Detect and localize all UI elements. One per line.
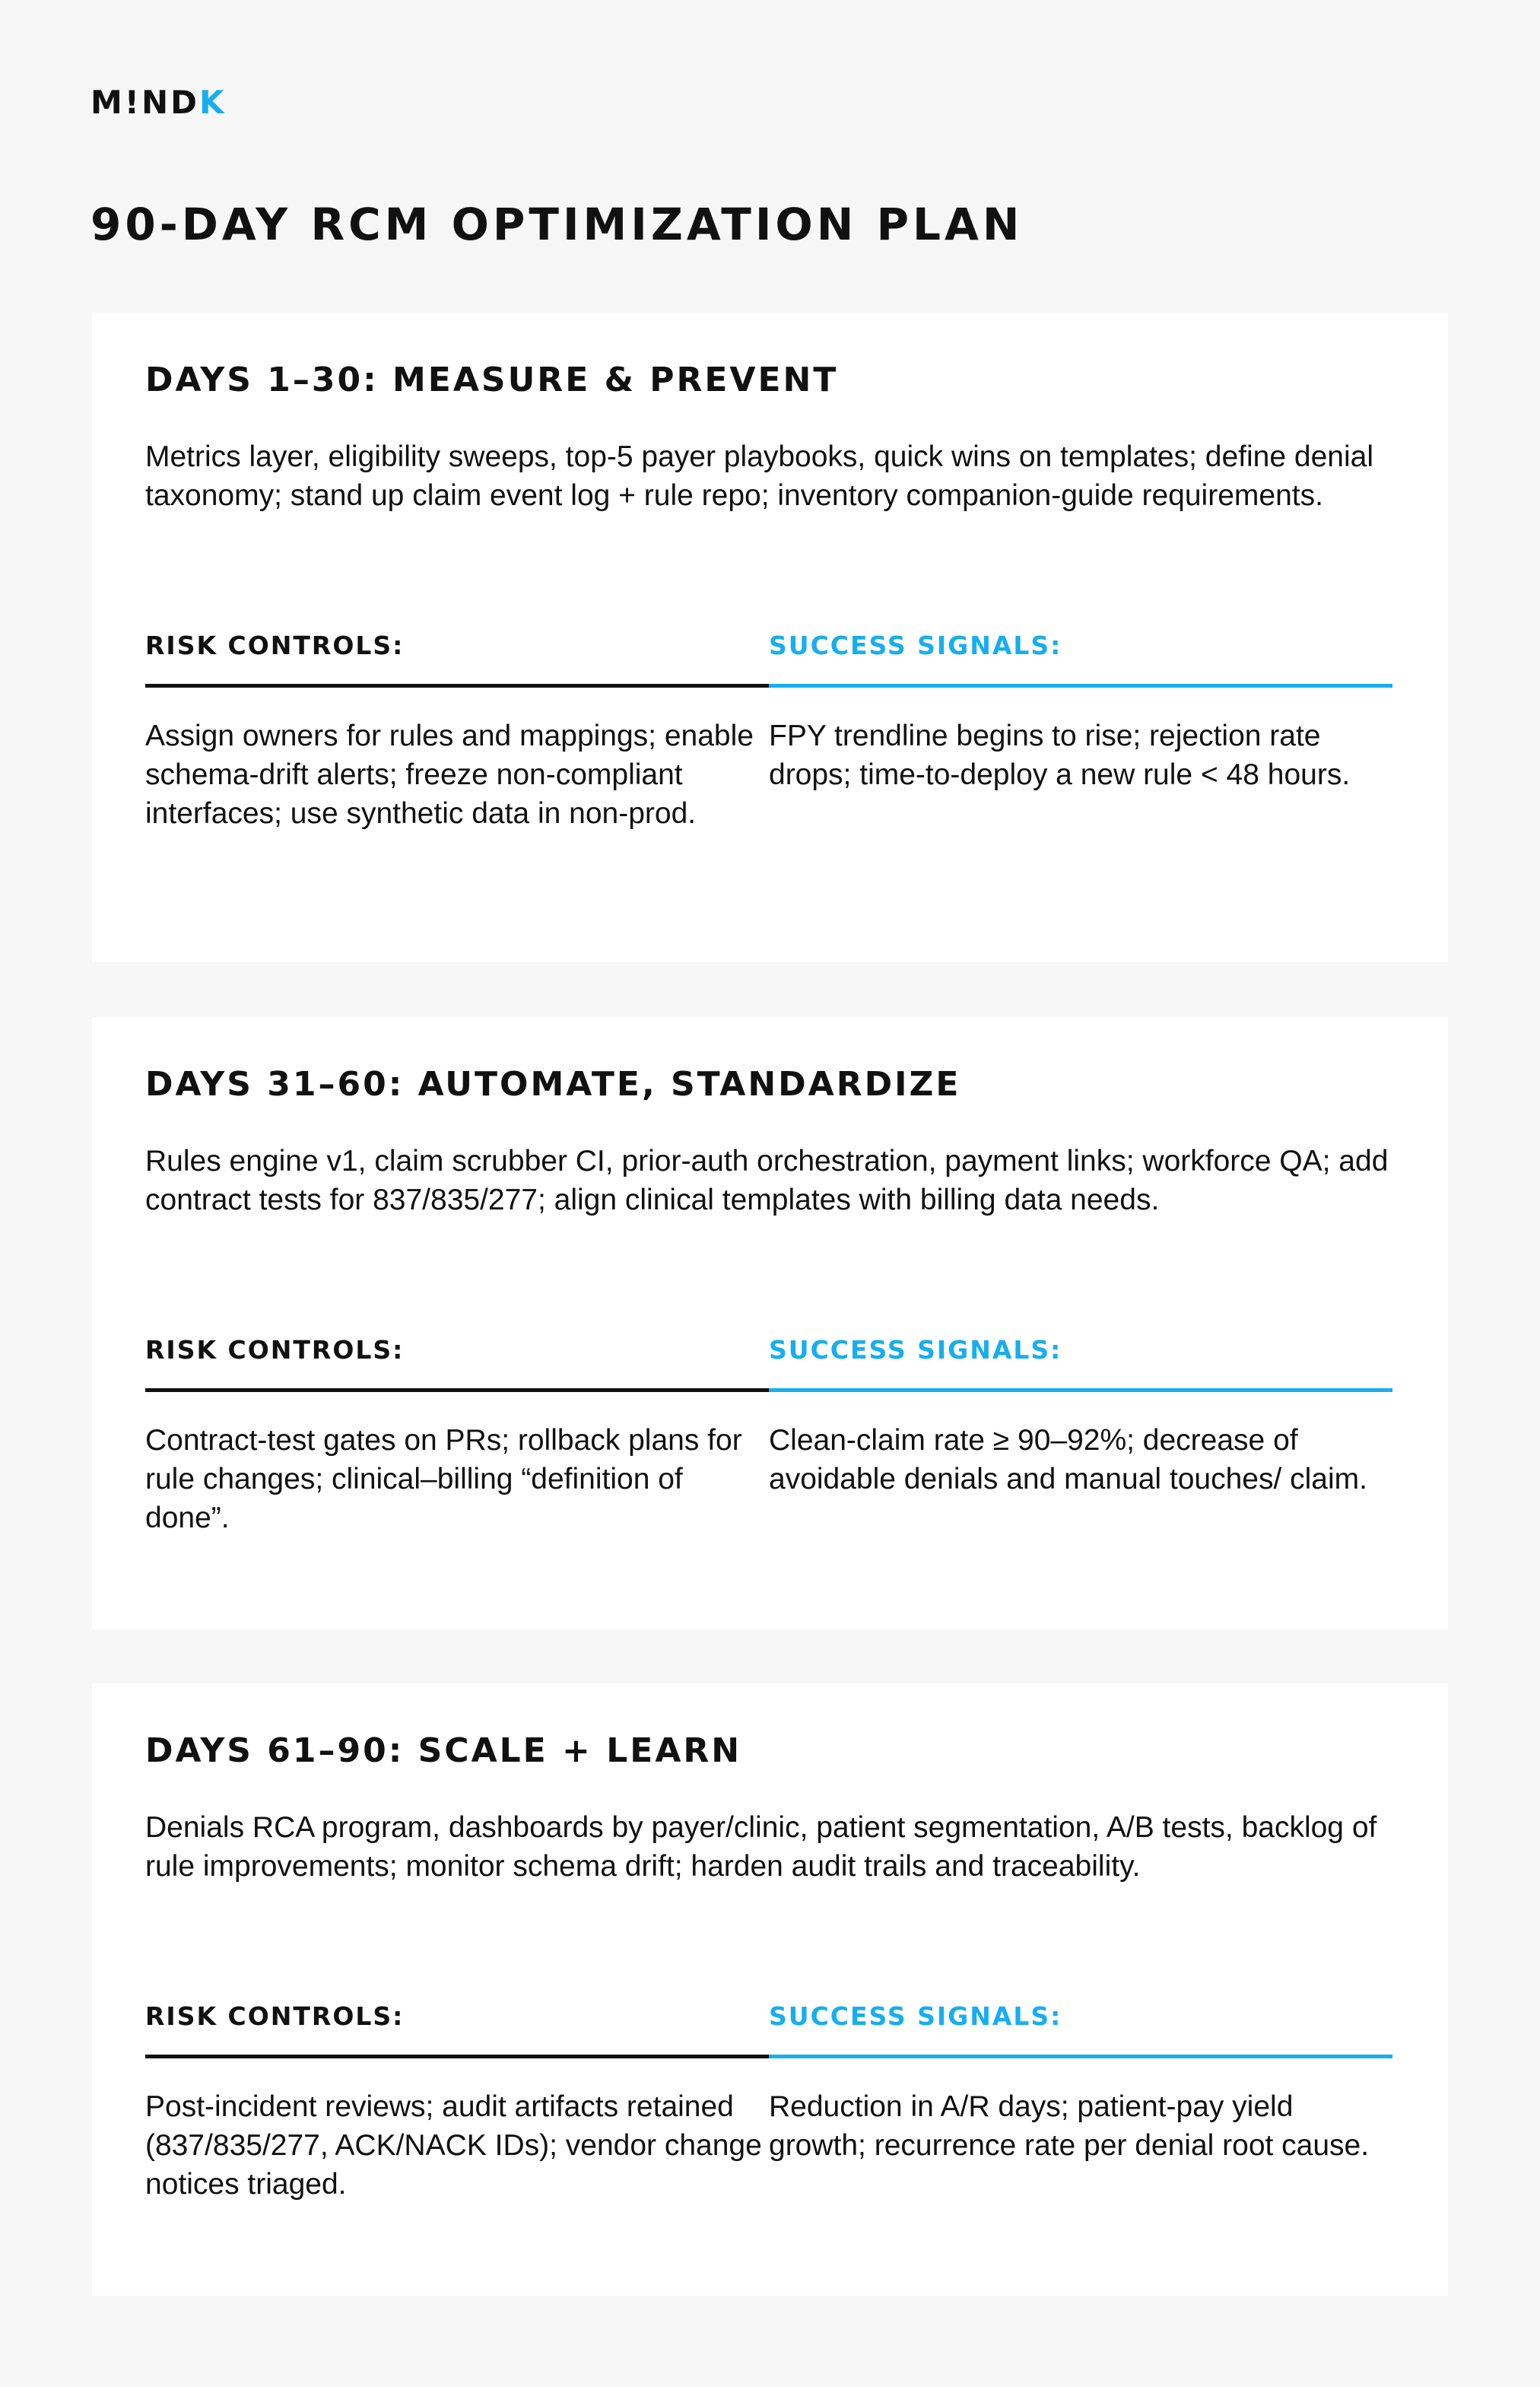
phase-description: Denials RCA program, dashboards by payer/clinic, patient segmentation, A/B tests, backlog of rule improvements; monitor schema drift; harden audit trails and traceability. xyxy=(145,1811,1377,1883)
risk-controls-heading: RISK CONTROLS: xyxy=(145,1335,769,1392)
success-signals-column xyxy=(769,2001,1392,2165)
page-title: 90-DAY RCM OPTIMIZATION PLAN xyxy=(90,199,1024,250)
success-signals-column xyxy=(769,631,1392,794)
risk-controls-heading: RISK CONTROLS: xyxy=(145,2001,769,2058)
phase-card-1 xyxy=(92,313,1448,962)
success-signals-column xyxy=(769,1335,1392,1499)
success-signals-heading: SUCCESS SIGNALS: xyxy=(769,1335,1392,1392)
risk-controls-text: Contract-test gates on PRs; rollback plans for rule changes; clinical–billing “definition of done”. xyxy=(145,1424,742,1534)
success-signals-heading: SUCCESS SIGNALS: xyxy=(769,631,1392,688)
risk-controls-column xyxy=(145,1335,769,1537)
risk-controls-heading: RISK CONTROLS: xyxy=(145,631,769,688)
logo-text: M!ND xyxy=(90,84,199,121)
success-signals-heading: SUCCESS SIGNALS: xyxy=(769,2001,1392,2058)
risk-controls-text: Assign owners for rules and mappings; enable schema-drift alerts; freeze non-compliant interfaces; use synthetic data in non-prod. xyxy=(145,720,754,830)
phase-description: Metrics layer, eligibility sweeps, top-5 payer playbooks, quick wins on templates; define denial taxonomy; stand up claim event log + rule repo; inventory companion-guide requirements. xyxy=(145,440,1373,512)
phase-description: Rules engine v1, claim scrubber CI, prior-auth orchestration, payment links; workforce QA; add contract tests for 837/835/277; align clinical templates with billing data needs. xyxy=(145,1145,1389,1216)
brand-logo xyxy=(90,84,227,121)
risk-controls-column xyxy=(145,631,769,833)
phase-title: DAYS 1–30: MEASURE & PREVENT xyxy=(145,361,839,399)
phase-title: DAYS 31–60: AUTOMATE, STANDARDIZE xyxy=(145,1065,961,1104)
phase-title: DAYS 61–90: SCALE + LEARN xyxy=(145,1731,742,1770)
risk-controls-text: Post-incident reviews; audit artifacts retained (837/835/277, ACK/NACK IDs); vendor change notices triaged. xyxy=(145,2090,762,2201)
success-signals-text: FPY trendline begins to rise; rejection rate drops; time-to-deploy a new rule < 48 hours. xyxy=(769,720,1351,791)
success-signals-text: Clean-claim rate ≥ 90–92%; decrease of avoidable denials and manual touches/ claim. xyxy=(769,1424,1367,1495)
phase-card-3 xyxy=(92,1683,1448,2296)
risk-controls-column xyxy=(145,2001,769,2204)
logo-accent-letter: K xyxy=(198,84,227,121)
phase-card-2 xyxy=(92,1017,1448,1629)
success-signals-text: Reduction in A/R days; patient-pay yield growth; recurrence rate per denial root cause. xyxy=(769,2090,1370,2162)
